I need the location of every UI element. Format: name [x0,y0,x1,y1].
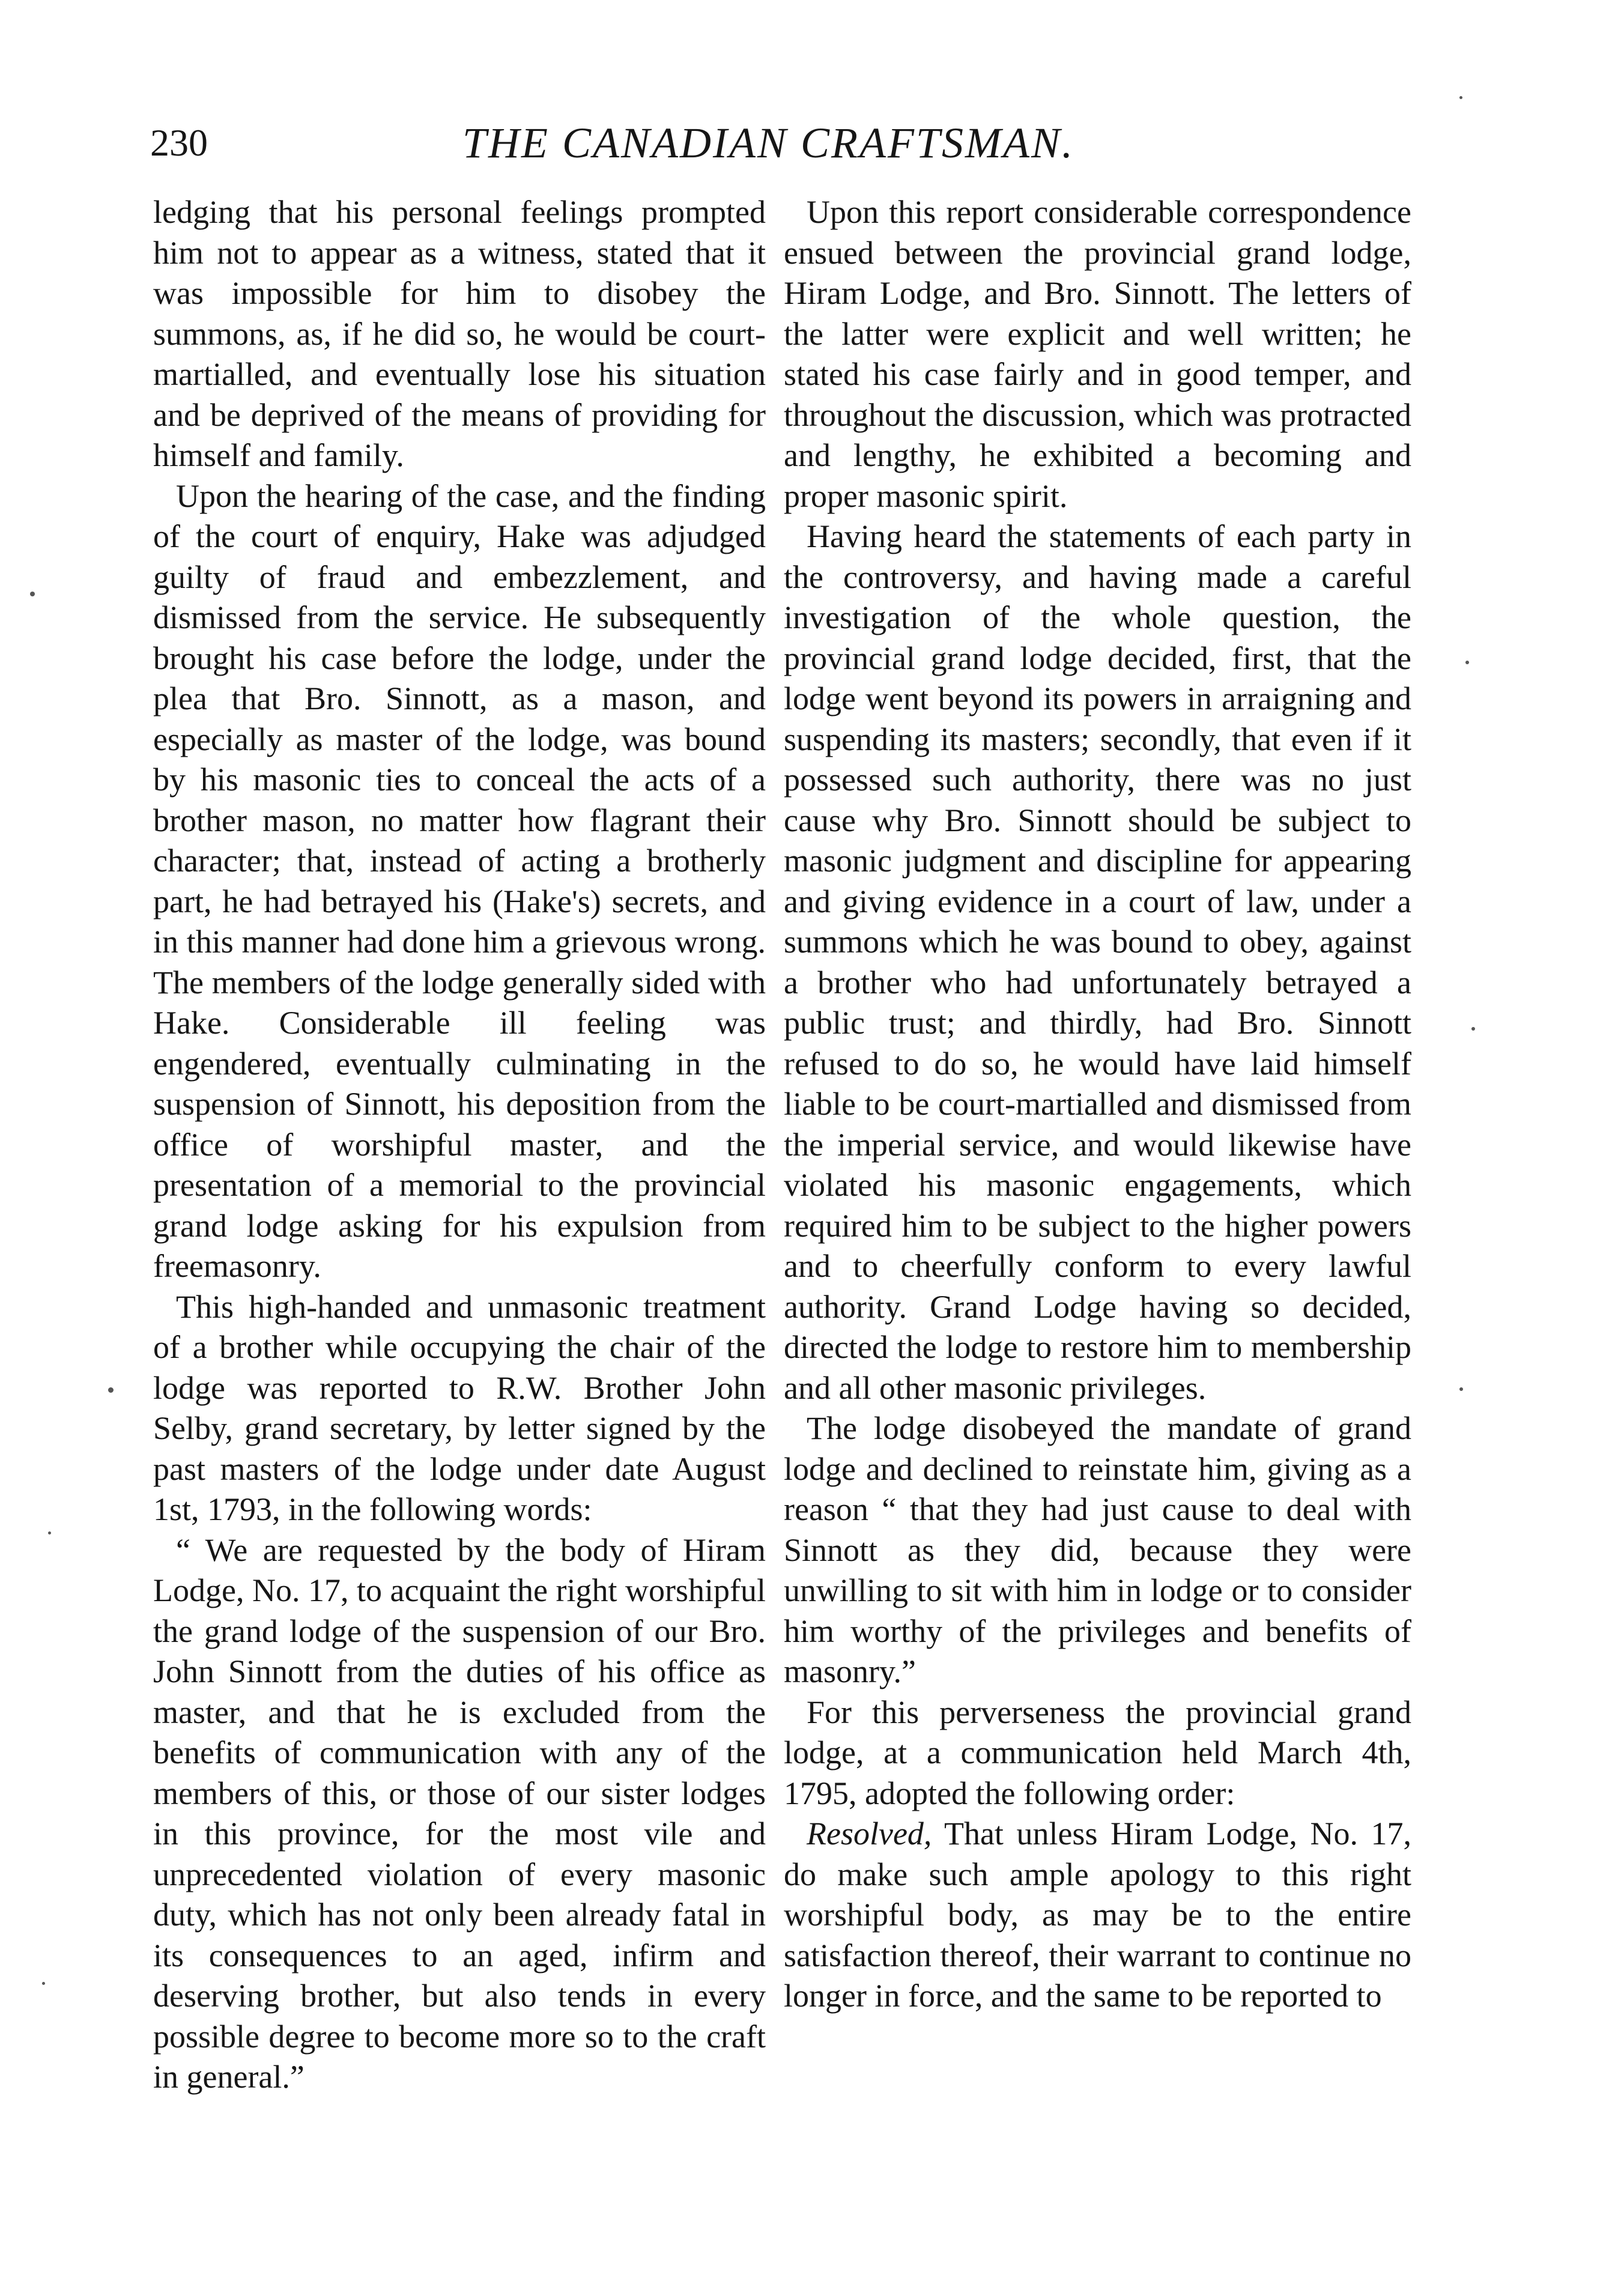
resolution-text: That unless Hiram Lodge, No. 17, do make such ample apology to this right worshipful body, as may be to the entire satisfaction thereof, their warrant to continue no longer in force, and the same to be reported to [784,1816,1411,2014]
right-paragraph-2: Having heard the statements of each party in the controversy, and having made a careful investigation of the whole question, the provincial grand lodge decided, first, that the lodge went beyond its powers in arraigning and suspending its masters; secondly, that even if it possessed such authority, there was no just cause why Bro. Sinnott should be subject to masonic judgment and discipline for appearing and giving evidence in a court of law, under a summons which he was bound to obey, against a brother who had unfortunately betrayed a public trust; and thirdly, had Bro. Sinnott refused to do so, he would have laid himself liable to be court-martialled and dismissed from the imperial service, and would likewise have violated his masonic engagements, which required him to be subject to the higher powers and to cheerfully conform to every lawful authority. Grand Lodge having so decided, directed the lodge to restore him to membership and all other masonic privileges. [784,518,1411,1406]
scan-speck [1465,661,1469,664]
right-column [784,192,1411,2017]
page-header [150,113,1495,173]
left-paragraph-1: ledging that his personal feelings prompted him not to appear as a witness, stated that it was impossible for him to disobey the summons, as, if he did so, he would be court-martialled, and eventually lose his situation and be deprived of the means of providing for himself and family. [153,194,766,473]
scan-speck [42,1982,45,1985]
right-paragraph-4: For this perverseness the provincial grand lodge, at a communication held March 4th, 1795, adopted the following order: [784,1694,1411,1811]
right-paragraph-3: The lodge disobeyed the mandate of grand lodge and declined to reinstate him, giving as a reason “ that they had just cause to deal with Sinnott as they did, because they were unwilling to sit with him in lodge or to consider him worthy of the privileges and benefits of masonry.” [784,1410,1411,1689]
scan-speck [1459,1387,1463,1391]
left-paragraph-3: This high-handed and unmasonic treatment of a brother while occupying the chair of the lodge was reported to R.W. Brother John Selby, grand secretary, by letter signed by the past masters of the lodge under date August 1st, 1793, in the following words: [153,1288,766,1527]
scan-speck [108,1387,114,1393]
left-paragraph-2: Upon the hearing of the case, and the finding of the court of enquiry, Hake was adjudged guilty of fraud and embezzlement, and dismissed from the service. He subsequently brought his case before the lodge, under the plea that Bro. Sinnott, as a mason, and especially as master of the lodge, was bound by his masonic ties to conceal the acts of a brother mason, no matter how flagrant their character; that, instead of acting a brotherly part, he had betrayed his (Hake's) secrets, and in this manner had done him a grievous wrong. The members of the lodge generally sided with Hake. Considerable ill feeling was engendered, eventually culminating in the suspension of Sinnott, his deposition from the office of worshipful master, and the presentation of a memorial to the provincial grand lodge asking for his expulsion from freemasonry. [153,477,766,1284]
scan-speck [1471,1027,1475,1031]
left-column [153,192,766,2098]
right-paragraph-1: Upon this report considerable correspondence ensued between the provincial grand lodge, Hiram Lodge, and Bro. Sinnott. The letters of the latter were explicit and well written; he stated his case fairly and in good temper, and throughout the discussion, which was protracted and lengthy, he exhibited a becoming and proper masonic spirit. [784,194,1411,514]
resolved-label: Resolved, [807,1816,932,1852]
scan-speck [30,592,35,596]
scan-speck [48,1531,51,1534]
scan-speck [1459,96,1462,99]
left-quoted-letter: “ We are requested by the body of Hiram Lodge, No. 17, to acquaint the right worshipful the grand lodge of the suspension of our Bro. John Sinnott from the duties of his office as master, and that he is excluded from the benefits of communication with any of the members of this, or those of our sister lodges in this province, for the most vile and unprecedented violation of every masonic duty, which has not only been already fatal in its consequences to an aged, infirm and deserving brother, but also tends in every possible degree to become more so to the craft in general.” [153,1531,766,2095]
right-paragraph-5 [784,1814,1411,2017]
running-title: THE CANADIAN CRAFTSMAN. [462,119,1074,167]
page-number: 230 [150,121,208,164]
